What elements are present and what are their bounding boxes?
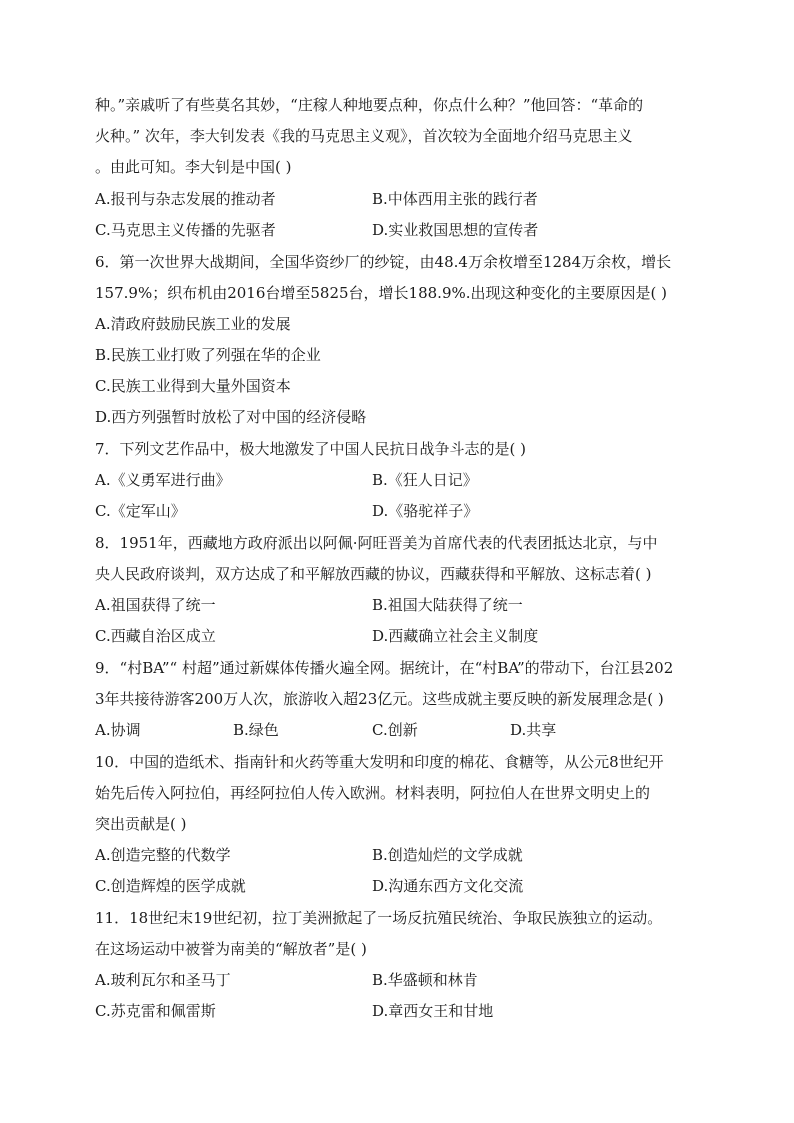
- question-8-text-line-1: 8．1951年，西藏地方政府派出以阿佩·阿旺晋美为首席代表的代表团抵达北京，与中: [95, 534, 658, 552]
- question-10-option-d[interactable]: D.沟通东西方文化交流: [372, 877, 524, 895]
- question-7-text-line-1: 7．下列文艺作品中，极大地激发了中国人民抗日战争斗志的是( ): [95, 440, 527, 458]
- question-8-option-b[interactable]: B.祖国大陆获得了统一: [372, 596, 523, 614]
- question-8-option-a[interactable]: A.祖国获得了统一: [95, 596, 216, 614]
- question-6-option-d[interactable]: D.西方列强暂时放松了对中国的经济侵略: [95, 408, 367, 426]
- question-5-option-d[interactable]: D.实业救国思想的宣传者: [372, 221, 539, 239]
- question-8-text-line-2: 央人民政府谈判，双方达成了和平解放西藏的协议，西藏获得和平解放、这标志着( ): [95, 565, 652, 583]
- question-11-text-line-1: 11．18世纪末19世纪初，拉丁美洲掀起了一场反抗殖民统治、争取民族独立的运动。: [95, 909, 663, 927]
- question-5-option-c[interactable]: C.马克思主义传播的先驱者: [95, 221, 276, 239]
- question-8-option-d[interactable]: D.西藏确立社会主义制度: [372, 627, 539, 645]
- question-10-option-a[interactable]: A.创造完整的代数学: [95, 846, 231, 864]
- question-7-option-b[interactable]: B.《狂人日记》: [372, 471, 478, 489]
- question-6-option-a[interactable]: A.清政府鼓励民族工业的发展: [95, 315, 291, 333]
- question-11-text-line-2: 在这场运动中被誉为南美的“解放者”是( ): [95, 940, 367, 958]
- question-8-option-c[interactable]: C.西藏自治区成立: [95, 627, 216, 645]
- question-9-option-a[interactable]: A.协调: [95, 721, 141, 739]
- question-5-text-line-1: 种。”亲戚听了有些莫名其妙，“庄稼人种地要点种，你点什么种？”他回答：“革命的: [95, 96, 644, 114]
- question-7-option-c[interactable]: C.《定军山》: [95, 502, 186, 520]
- question-6-text-line-2: 157.9%；织布机由2016台增至5825台，增长188.9%.出现这种变化的主要原因是( ): [95, 284, 667, 302]
- question-10-text-line-2: 始先后传入阿拉伯，再经阿拉伯人传入欧洲。材料表明，阿拉伯人在世界文明史上的: [95, 784, 651, 802]
- question-10-text-line-1: 10．中国的造纸术、指南针和火药等重大发明和印度的棉花、食糖等，从公元8世纪开: [95, 753, 664, 771]
- question-9-option-c[interactable]: C.创新: [372, 721, 418, 739]
- question-10-text-line-3: 突出贡献是( ): [95, 815, 187, 833]
- question-6-text-line-1: 6．第一次世界大战期间，全国华资纱厂的纱锭，由48.4万余枚增至1284万余枚，增长: [95, 253, 672, 271]
- question-9-text-line-2: 3年共接待游客200万人次，旅游收入超23亿元。这些成就主要反映的新发展理念是( ): [95, 690, 664, 708]
- question-10-option-c[interactable]: C.创造辉煌的医学成就: [95, 877, 246, 895]
- question-5-option-b[interactable]: B.中体西用主张的践行者: [372, 190, 538, 208]
- question-7-option-a[interactable]: A.《义勇军进行曲》: [95, 471, 231, 489]
- question-7-option-d[interactable]: D.《骆驼祥子》: [372, 502, 479, 520]
- question-11-option-d[interactable]: D.章西女王和甘地: [372, 1002, 494, 1020]
- question-6-option-c[interactable]: C.民族工业得到大量外国资本: [95, 377, 291, 395]
- question-9-option-b[interactable]: B.绿色: [233, 721, 279, 739]
- question-5-text-line-3: 。由此可知。李大钊是中国( ): [95, 158, 292, 176]
- question-9-text-line-1: 9．“村BA”“ 村超”通过新媒体传播火遍全网。据统计，在“村BA”的带动下，台江县202: [95, 659, 674, 677]
- question-11-option-a[interactable]: A.玻利瓦尔和圣马丁: [95, 971, 231, 989]
- question-5-option-a[interactable]: A.报刊与杂志发展的推动者: [95, 190, 276, 208]
- question-11-option-c[interactable]: C.苏克雷和佩雷斯: [95, 1002, 216, 1020]
- question-10-option-b[interactable]: B.创造灿烂的文学成就: [372, 846, 523, 864]
- question-5-text-line-2: 火种。” 次年，李大钊发表《我的马克思主义观》，首次较为全面地介绍马克思主义: [95, 127, 633, 145]
- question-11-option-b[interactable]: B.华盛顿和林肯: [372, 971, 478, 989]
- question-6-option-b[interactable]: B.民族工业打败了列强在华的企业: [95, 346, 321, 364]
- question-9-option-d[interactable]: D.共享: [510, 721, 557, 739]
